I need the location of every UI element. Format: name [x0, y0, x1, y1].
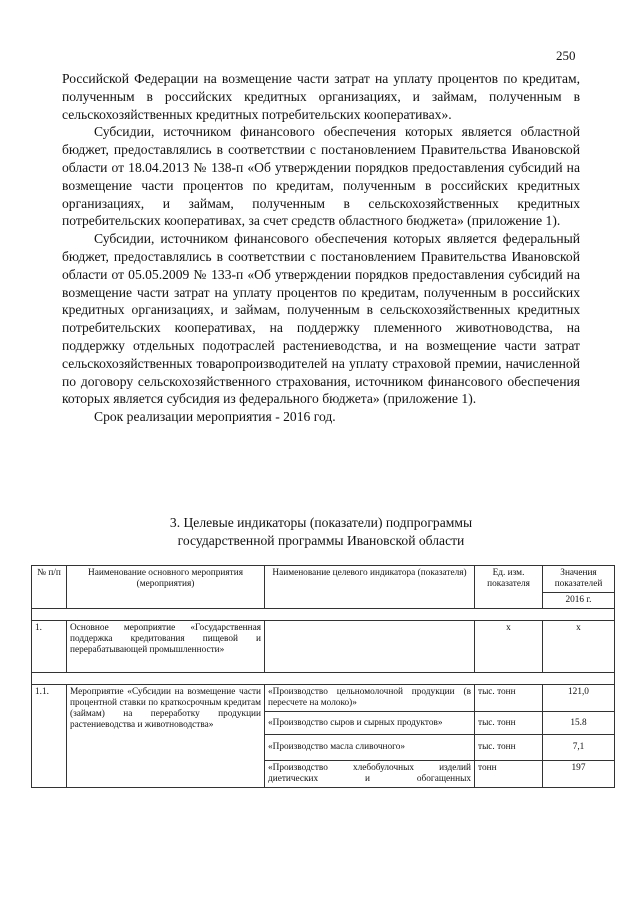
paragraph-1: Российской Федерации на возмещение части затрат на уплату процентов по кредитам, полученным в российских кредитных организациях, и займам, полученным в сельскохозяйственных кредитных потребительских кооперативах».: [62, 71, 580, 122]
paragraph-4: Срок реализации мероприятия - 2016 год.: [94, 409, 336, 425]
header-values: Значения показателей: [543, 566, 615, 593]
indicators-table: [31, 565, 615, 788]
row2-value-4: 197: [543, 761, 615, 788]
row1-indicator: [265, 621, 475, 673]
header-num: № п/п: [32, 566, 67, 609]
section-title-line-1: 3. Целевые индикаторы (показатели) подпрограммы: [169, 515, 473, 530]
table-row: [32, 685, 615, 712]
row2-value-2: 15.8: [543, 712, 615, 735]
row2-indicator-4: «Производство хлебобулочных изделий диетических и обогащенных: [265, 761, 475, 788]
header-indicator: Наименование целевого индикатора (показателя): [265, 566, 475, 609]
row1-value: х: [543, 621, 615, 673]
paragraph-2: Субсидии, источником финансового обеспечения которых является областной бюджет, предоставлялись в соответствии с постановлением Правительства Ивановской области от 18.04.2013 № 138-п «Об утверждении порядков предоставления субсидий на возмещение части процентов по кредитам, полученным в российских кредитных организациях, и займам, полученным в сельскохозяйственных кредитных потребительских кооперативах, за счет средств областного бюджета» (приложение 1).: [62, 124, 580, 229]
section-title-line-2: государственной программы Ивановской области: [177, 532, 465, 548]
row2-indicator-3: «Производство масла сливочного»: [265, 735, 475, 761]
body-text: [62, 70, 580, 426]
row1-activity: Основное мероприятие «Государственная поддержка кредитования пищевой и перерабатывающей промышленности»: [67, 621, 265, 673]
row2-activity: Мероприятие «Субсидии на возмещение части процентной ставки по краткосрочным кредитам (займам) на переработку продукции растениеводства и животноводства»: [67, 685, 265, 788]
section-title: [62, 514, 580, 550]
row1-num: 1.: [32, 621, 67, 673]
header-unit: Ед. изм. показателя: [475, 566, 543, 609]
table-row: [32, 621, 615, 673]
table-spacer-row: [32, 673, 615, 685]
row2-num: 1.1.: [32, 685, 67, 788]
paragraph-3: Субсидии, источником финансового обеспечения которых является федеральный бюджет, предоставлялись в соответствии с постановлением Правительства Ивановской области от 05.05.2009 № 133-п «Об утверждении порядков предоставления субсидий на возмещение части затрат на уплату процентов по кредитам, полученным в российских кредитных организациях, и займам, полученным в сельскохозяйственных кредитных потребительских кооперативах, на поддержку племенного животноводства, на поддержку отдельных подотраслей растениеводства, и на возмещение части затрат сельскохозяйственных товаропроизводителей на уплату страховой премии, начисленной по договору сельскохозяйственного страхования, источником финансового обеспечения которых является субсидия из федерального бюджета» (приложение 1).: [62, 231, 580, 407]
table-spacer-row: [32, 609, 615, 621]
row2-indicator-2: «Производство сыров и сырных продуктов»: [265, 712, 475, 735]
header-year: 2016 г.: [543, 593, 615, 609]
row2-unit-1: тыс. тонн: [475, 685, 543, 712]
table-header-row: [32, 566, 615, 593]
page-number: 250: [556, 48, 576, 63]
row2-indicator-1: «Производство цельномолочной продукции (в пересчете на молоко)»: [265, 685, 475, 712]
row2-value-1: 121,0: [543, 685, 615, 712]
row1-unit: х: [475, 621, 543, 673]
row2-unit-2: тыс. тонн: [475, 712, 543, 735]
row2-unit-4: тонн: [475, 761, 543, 788]
row2-value-3: 7,1: [543, 735, 615, 761]
row2-unit-3: тыс. тонн: [475, 735, 543, 761]
header-activity: Наименование основного мероприятия (мероприятия): [67, 566, 265, 609]
